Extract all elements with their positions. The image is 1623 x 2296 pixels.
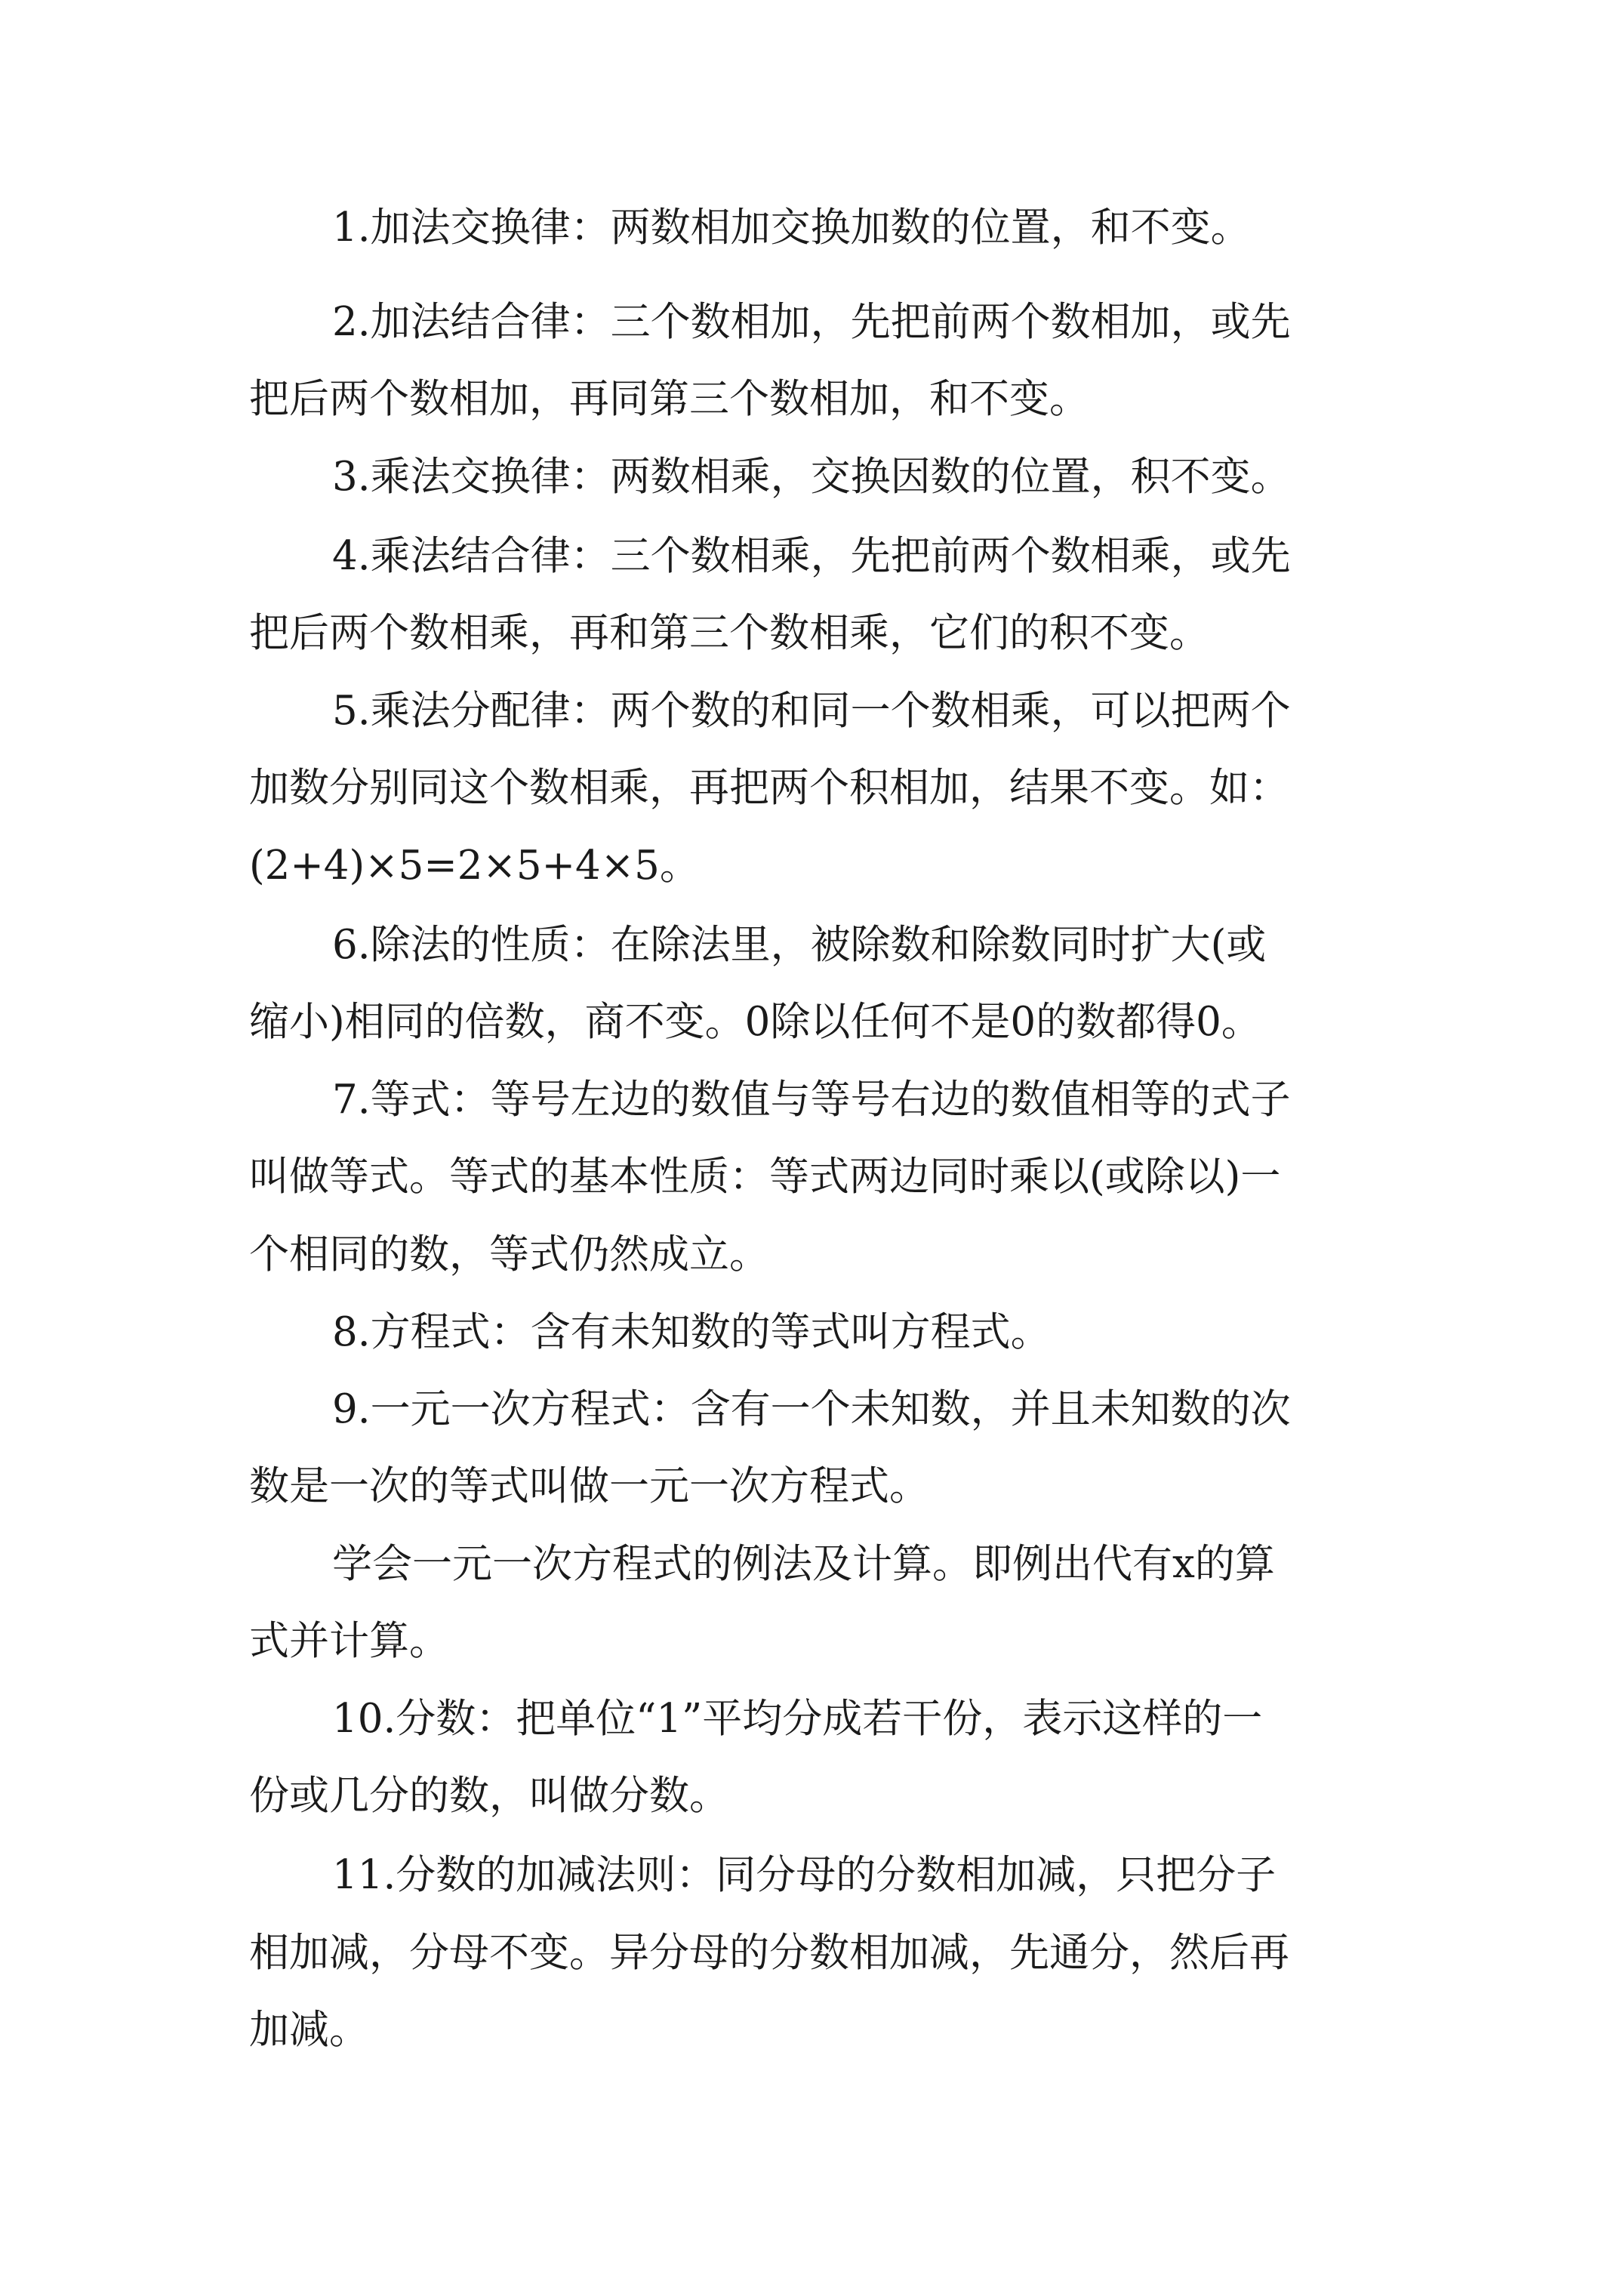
text-line: 加减。 xyxy=(249,2007,369,2053)
text-line: 9.一元一次方程式：含有一个未知数，并且未知数的次 xyxy=(332,1386,1291,1432)
text-line: 6.除法的性质：在除法里，被除数和除数同时扩大(或 xyxy=(332,922,1267,968)
text-line: 7.等式：等号左边的数值与等号右边的数值相等的式子 xyxy=(332,1077,1291,1123)
text-line: 1.加法交换律：两数相加交换加数的位置，和不变。 xyxy=(332,205,1251,251)
text-line: 10.分数：把单位“1”平均分成若干份，表示这样的一 xyxy=(332,1696,1263,1742)
text-line: 缩小)相同的倍数，商不变。0除以任何不是0的数都得0。 xyxy=(249,999,1261,1045)
text-line: 3.乘法交换律：两数相乘，交换因数的位置，积不变。 xyxy=(332,454,1291,500)
text-line: 叫做等式。等式的基本性质：等式两边同时乘以(或除以)一 xyxy=(249,1154,1281,1200)
text-line: 份或几分的数，叫做分数。 xyxy=(249,1773,729,1819)
text-line: 把后两个数相加，再同第三个数相加，和不变。 xyxy=(249,376,1089,422)
text-line: 8.方程式：含有未知数的等式叫方程式。 xyxy=(332,1309,1051,1355)
text-line: 加数分别同这个数相乘，再把两个积相加，结果不变。如： xyxy=(249,765,1289,811)
text-line: 11.分数的加减法则：同分母的分数相加减，只把分子 xyxy=(332,1852,1277,1898)
text-line: 个相同的数，等式仍然成立。 xyxy=(249,1231,769,1277)
text-line: 式并计算。 xyxy=(249,1618,449,1664)
text-line: 4.乘法结合律：三个数相乘，先把前两个数相乘，或先 xyxy=(332,533,1291,579)
text-line: 数是一次的等式叫做一元一次方程式。 xyxy=(249,1463,929,1509)
text-line: 相加减，分母不变。异分母的分数相加减，先通分，然后再 xyxy=(249,1930,1289,1976)
text-line: 把后两个数相乘，再和第三个数相乘，它们的积不变。 xyxy=(249,610,1209,656)
text-line: (2+4)×5=2×5+4×5。 xyxy=(249,843,700,889)
text-line: 5.乘法分配律：两个数的和同一个数相乘，可以把两个 xyxy=(332,688,1291,734)
text-line: 2.加法结合律：三个数相加，先把前两个数相加，或先 xyxy=(332,299,1291,345)
text-line: 学会一元一次方程式的例法及计算。即例出代有x的算 xyxy=(332,1541,1275,1587)
